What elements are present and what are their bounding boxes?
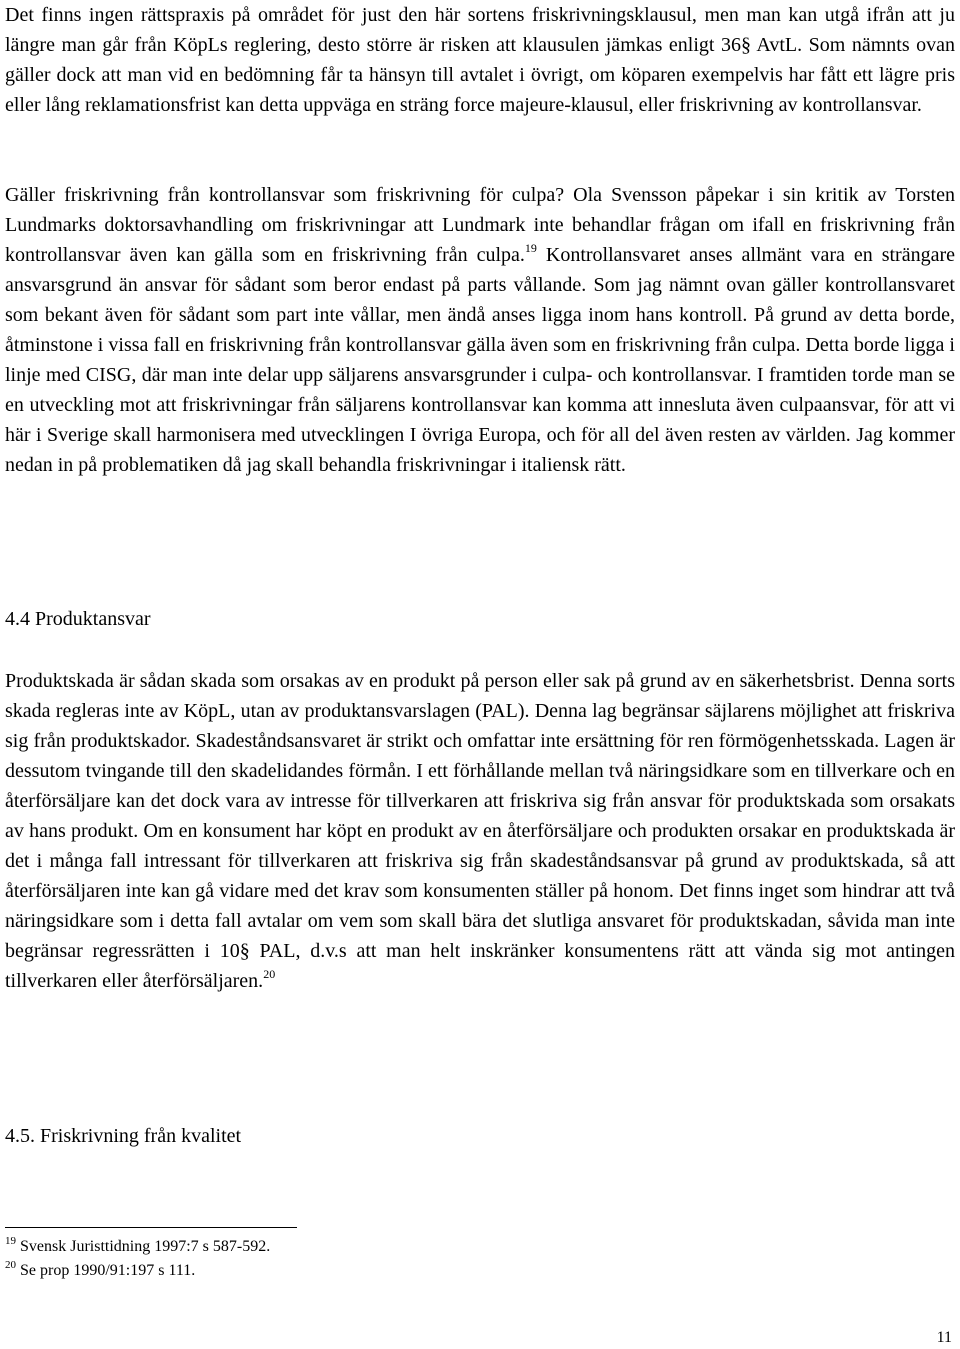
paragraph-text-continued: Kontrollansvaret anses allmänt vara en strängare ansvarsgrund än ansvar för sådant som beror endast på parts vållande. Som jag nämnt ovan gäller kontrollansvaret som bekant även för sådant som part inte vållar, men ändå anses ligga inom hans kontroll. På grund av detta borde, åtminstone i vissa fall en friskrivning från kontrollansvar gälla även som en friskrivning från culpa. Detta borde ligga i linje med CISG, där man inte delar upp säljarens ansvarsgrunder i culpa- och kontrollansvar. I framtiden torde man se en utveckling mot att friskrivningar från säljarens kontrollansvar kan komma att innesluta även culpaansvar, för att vi här i Sverige skall harmonisera med utvecklingen I övriga Europa, och för all del även resten av världen. Jag kommer nedan in på problematiken då jag skall behandla friskrivningar i italiensk rätt.	[5, 244, 956, 476]
footnote-number: 20	[5, 1259, 16, 1271]
footnote-separator	[5, 1227, 297, 1228]
footnote-text: Svensk Juristtidning 1997:7 s 587-592.	[20, 1238, 271, 1255]
paragraph-text: Produktskada är sådan skada som orsakas av en produkt på person eller sak på grund av en säkerhetsbrist. Denna sorts skada regleras inte av KöpL, utan av produktansvarslagen (PAL). Denna lag begränsar säjlarens möjlighet att friskriva sig från produktskador. Skadeståndsansvaret är strikt och omfattar inte ersättning för ren förmögenhetsskada. Lagen är dessutom tvingande till den skadelidandes förmån. I ett förhållande mellan två näringsidkare som en tillverkare och en återförsäljare kan det dock vara av intresse för tillverkaren att friskriva sig från ansvar för produktskada som orsakats av hans produkt. Om en konsument har köpt en produkt av en återförsäljare och produkten orsakar en produktskada är det i många fall intressant för tillverkaren att friskriva sig från skadeståndsansvar på grund av produktskada, så att återförsäljaren inte kan gå vidare med det krav som konsumenten ställer på honom. Det finns inget som hindrar att två näringsidkare som i detta fall avtalar om vem som skall bära det slutliga ansvaret för produktskadan, såvida man inte begränsar regressrätten i 10§ PAL, d.v.s att man helt inskränker konsumentens rätt att vända sig mot antingen tillverkaren eller återförsäljaren.	[5, 670, 955, 992]
paragraph-friskrivningsklausul	[5, 0, 955, 120]
page-number: 11	[936, 1329, 952, 1346]
footnote-20	[5, 1260, 195, 1282]
footnote-ref-20: 20	[263, 967, 276, 981]
footnote-text: Se prop 1990/91:197 s 111.	[20, 1262, 196, 1279]
heading-friskrivning-kvalitet: 4.5. Friskrivning från kvalitet	[5, 1125, 242, 1147]
footnote-ref-19: 19	[524, 241, 537, 255]
footnote-19	[5, 1236, 270, 1258]
paragraph-text: Gäller friskrivning från kontrollansvar som friskrivning för culpa? Ola Svensson påpekar i sin kritik av Torsten Lundmarks doktorsavhandling om friskrivningar att Lundmark inte behandlar frågan om ifall en friskrivning från kontrollansvar även kan gälla som en friskrivning från culpa.	[5, 184, 955, 266]
heading-produktansvar: 4.4 Produktansvar	[5, 608, 151, 630]
footnote-number: 19	[5, 1235, 16, 1247]
paragraph-produktansvar	[5, 666, 955, 996]
paragraph-text: Det finns ingen rättspraxis på området för just den här sortens friskrivningsklausul, men man kan utgå ifrån att ju längre man går från KöpLs reglering, desto större är risken att klausulen jämkas enligt 36§ AvtL. Som nämnts ovan gäller dock att man vid en bedömning får ta hänsyn till avtalet i övrigt, om köparen exempelvis har fått ett lägre pris eller lång reklamationsfrist kan detta uppväga en sträng force majeure-klausul, eller friskrivning av kontrollansvar.	[5, 4, 955, 116]
paragraph-kontrollansvar-culpa	[5, 180, 955, 480]
